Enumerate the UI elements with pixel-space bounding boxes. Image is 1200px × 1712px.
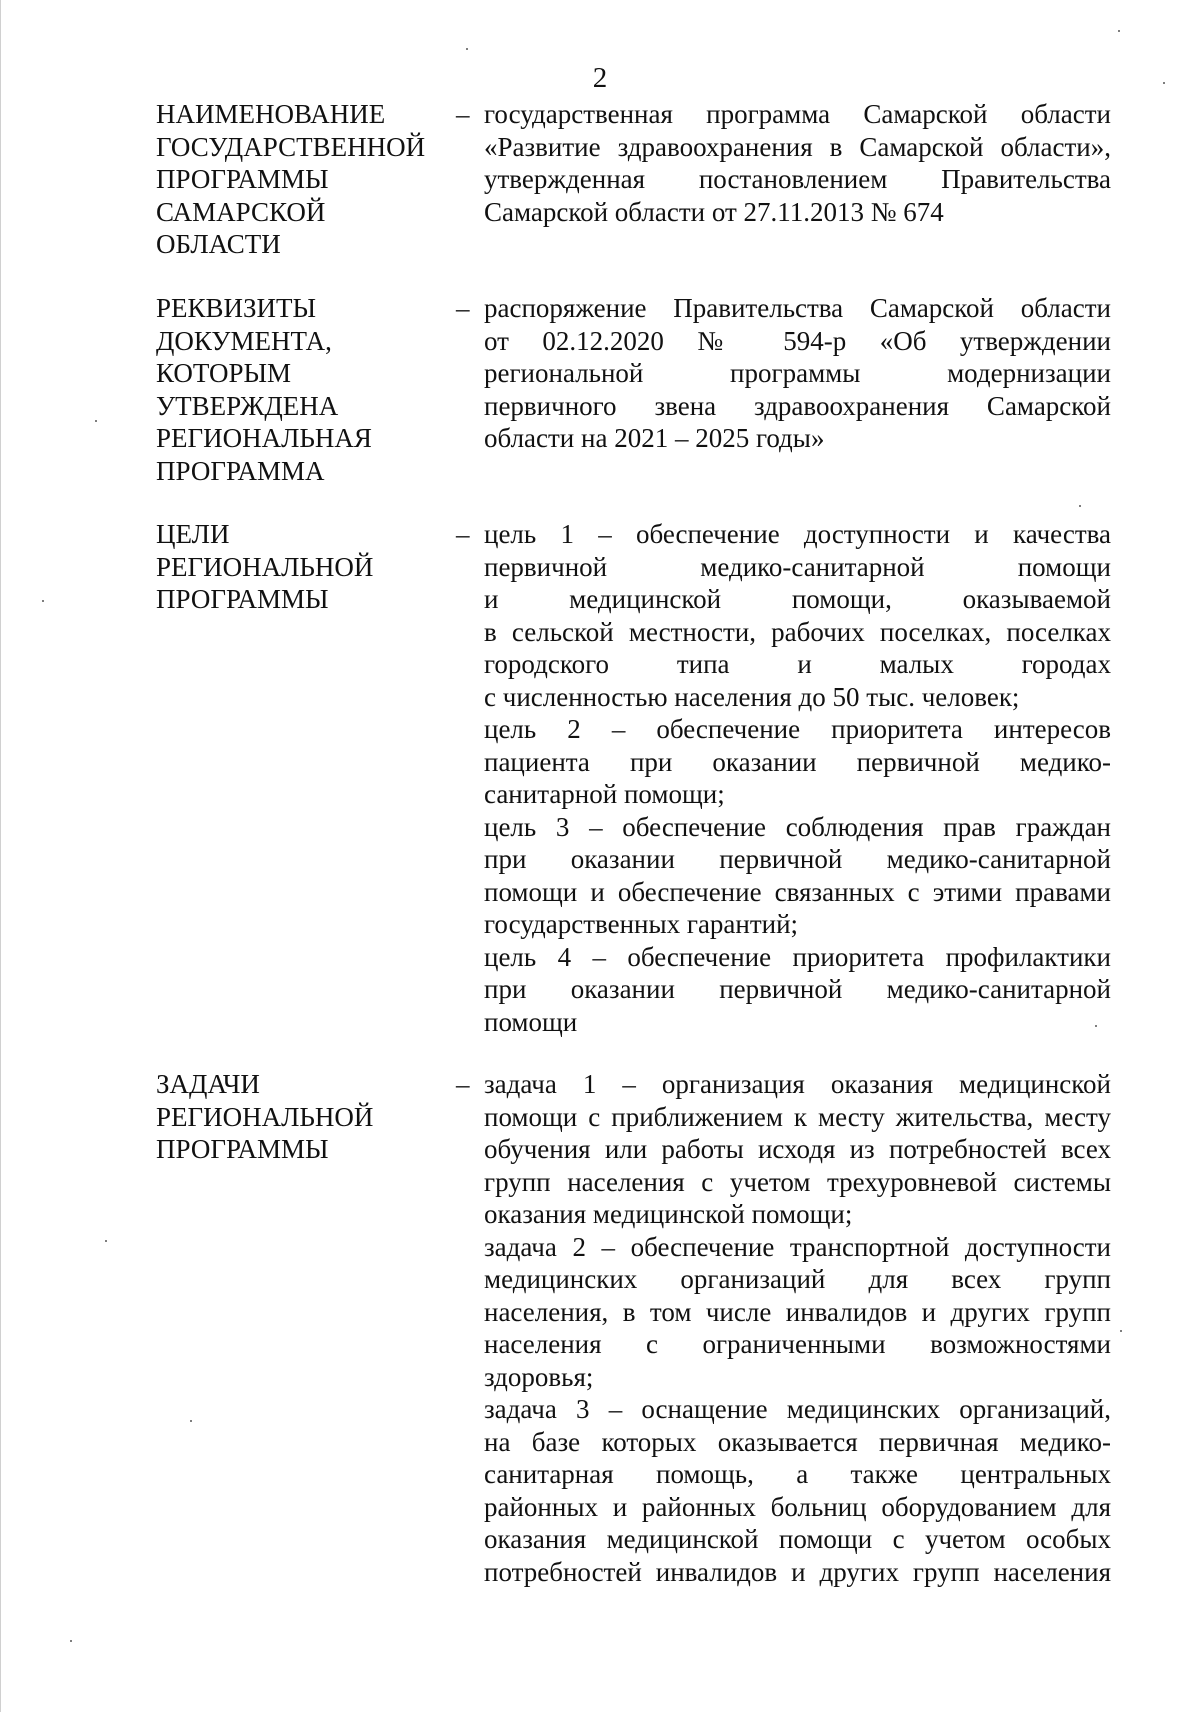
value-line: населения с ограниченными возможностями [484,1329,1111,1359]
scan-speck [95,420,97,422]
value-line: области на 2021 – 2025 годы» [484,423,825,453]
scan-speck [466,48,468,50]
row-value [484,292,1111,455]
scan-speck [1079,505,1081,507]
label-line: КОТОРЫМ [156,358,292,388]
value-line: от 02.12.2020 № 594-р «Об утверждении [484,325,1111,356]
value-line: при оказании первичной медико-санитарной [484,844,1111,874]
scan-speck [1120,1330,1122,1332]
value-line: на базе которых оказывается первичная медико- [484,1426,1111,1457]
value-line: помощи [484,1006,578,1037]
value-line: задача 3 – оснащение медицинских организаций, [484,1394,1111,1424]
value-line: помощи и обеспечение связанных с этими правами [484,876,1111,907]
row-value [484,98,1111,228]
value-line: государственных гарантий; [484,909,799,939]
row-dash: – [456,99,470,129]
label-line: РЕКВИЗИТЫ [156,293,317,323]
value-line: с численностью населения до 50 тыс. человек; [484,681,1020,712]
page-number: 2 [592,62,608,94]
value-line: обучения или работы исходя из потребностей всех [484,1134,1111,1164]
scan-speck [1118,30,1120,32]
label-line: НАИМЕНОВАНИЕ [156,99,386,129]
value-line: районных и районных больниц оборудованием для [484,1491,1111,1522]
value-line: при оказании первичной медико-санитарной [484,974,1111,1004]
row-label [156,292,456,487]
label-line: ЗАДАЧИ [156,1069,260,1099]
label-line: ПРОГРАММЫ [156,164,329,194]
value-line: санитарная помощь, а также центральных [484,1459,1111,1489]
scan-speck [190,1420,192,1422]
row-label [156,518,456,616]
value-line: цель 3 – обеспечение соблюдения прав граждан [484,811,1111,842]
value-line: пациента при оказании первичной медико- [484,746,1111,777]
value-line: региональной программы модернизации [484,358,1111,388]
label-line: РЕГИОНАЛЬНАЯ [156,423,372,453]
value-line: государственная программа Самарской области [484,99,1111,129]
row-value [484,518,1111,1038]
value-line: санитарной помощи; [484,779,725,809]
row-dash: – [456,1069,470,1099]
scan-edge-line [0,0,1,1712]
scan-speck [105,1240,107,1242]
scan-speck [70,1640,72,1642]
value-line: «Развитие здравоохранения в Самарской области», [484,131,1111,162]
value-line: городского типа и малых городах [484,649,1111,679]
value-line: цель 4 – обеспечение приоритета профилактики [484,941,1111,972]
value-line: утвержденная постановлением Правительства [484,164,1111,194]
label-line: ДОКУМЕНТА, [156,325,332,356]
label-line: ЦЕЛИ [156,519,230,549]
row-dash: – [456,293,470,323]
value-line: медицинских организаций для всех групп [484,1264,1111,1294]
value-line: потребностей инвалидов и других групп населения [484,1556,1111,1587]
label-line: ПРОГРАММА [156,455,325,486]
row-dash: – [456,519,470,549]
label-line: ПРОГРАММЫ [156,584,329,614]
value-line: помощи с приближением к месту жительства, месту [484,1101,1111,1132]
value-line: цель 1 – обеспечение доступности и качества [484,519,1111,549]
value-line: цель 2 – обеспечение приоритета интересов [484,714,1111,744]
value-line: и медицинской помощи, оказываемой [484,584,1111,614]
value-line: оказания медицинской помощи с учетом особых [484,1524,1111,1554]
value-line: здоровья; [484,1361,594,1392]
value-line: первичной медико-санитарной помощи [484,551,1111,582]
label-line: РЕГИОНАЛЬНОЙ [156,551,374,582]
value-line: распоряжение Правительства Самарской области [484,293,1111,323]
label-line: УТВЕРЖДЕНА [156,390,339,421]
value-line: групп населения с учетом трехуровневой системы [484,1166,1111,1197]
value-line: населения, в том числе инвалидов и других групп [484,1296,1111,1327]
label-line: ОБЛАСТИ [156,229,281,259]
row-label [156,1068,456,1166]
value-line: первичного звена здравоохранения Самарской [484,390,1111,421]
value-line: в сельской местности, рабочих поселках, поселках [484,616,1111,647]
value-line: задача 1 – организация оказания медицинской [484,1069,1111,1099]
label-line: ПРОГРАММЫ [156,1134,329,1164]
value-line: Самарской области от 27.11.2013 № 674 [484,196,944,227]
label-line: ГОСУДАРСТВЕННОЙ [156,131,426,162]
row-label [156,98,456,261]
row-value [484,1068,1111,1588]
value-line: задача 2 – обеспечение транспортной доступности [484,1231,1111,1262]
label-line: САМАРСКОЙ [156,196,326,227]
value-line: оказания медицинской помощи; [484,1199,853,1229]
scan-speck [42,600,44,602]
label-line: РЕГИОНАЛЬНОЙ [156,1101,374,1132]
